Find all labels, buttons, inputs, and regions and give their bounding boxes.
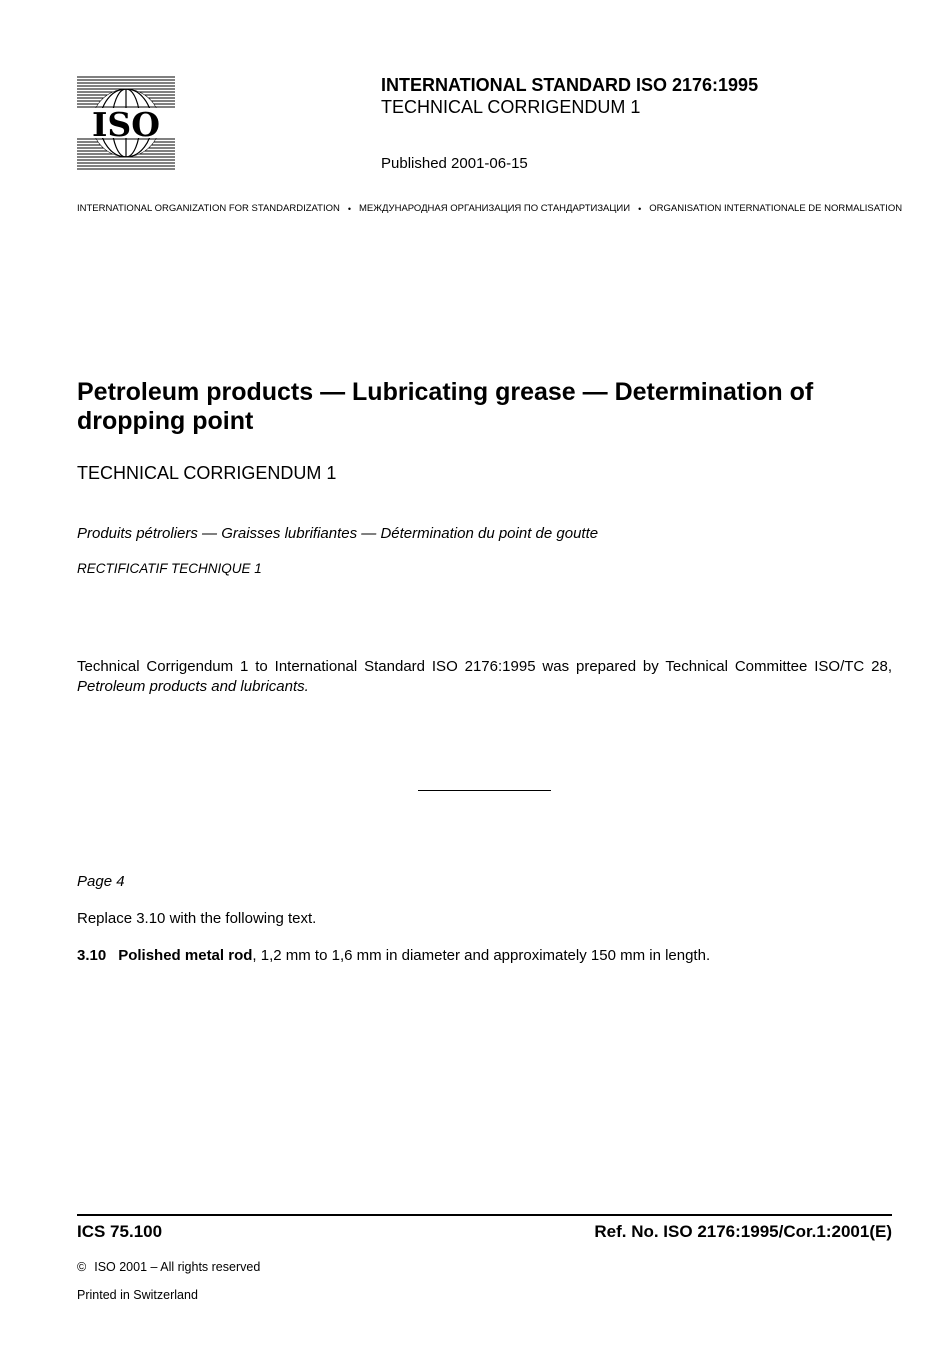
french-title: Produits pétroliers — Graisses lubrifiantes — Détermination du point de goutte (77, 525, 599, 542)
logo-lettering: ISO (91, 105, 161, 144)
clause-term: Polished metal rod (118, 947, 253, 964)
copyright-symbol: © (77, 1260, 87, 1274)
org-name-russian: МЕЖДУНАРОДНАЯ ОРГАНИЗАЦИЯ ПО СТАНДАРТИЗАЦИИ (359, 203, 631, 214)
intro-paragraph (77, 657, 892, 697)
standard-title: INTERNATIONAL STANDARD ISO 2176:1995 (381, 75, 759, 95)
ics-code: ICS 75.100 (77, 1222, 163, 1241)
standard-corrigendum: TECHNICAL CORRIGENDUM 1 (381, 97, 641, 117)
clause-3-10 (77, 947, 710, 965)
page-reference: Page 4 (77, 873, 125, 890)
footer-rule (77, 1214, 892, 1216)
intro-text: Technical Corrigendum 1 to International Standard ISO 2176:1995 was prepared by Technical Committee ISO/TC 28, (77, 658, 892, 675)
bullet-separator: • (347, 204, 351, 214)
french-corrigendum: RECTIFICATIF TECHNIQUE 1 (77, 561, 262, 576)
separator-rule (418, 790, 551, 791)
printed-location: Printed in Switzerland (77, 1288, 198, 1302)
org-name-english: INTERNATIONAL ORGANIZATION FOR STANDARDIZATION (77, 203, 340, 214)
published-date: Published 2001-06-15 (381, 155, 528, 172)
reference-number: Ref. No. ISO 2176:1995/Cor.1:2001(E) (594, 1222, 892, 1241)
clause-text: , 1,2 mm to 1,6 mm in diameter and approximately 150 mm in length. (252, 947, 711, 964)
copyright-text: ISO 2001 – All rights reserved (94, 1260, 261, 1274)
iso-logo (77, 76, 175, 170)
organization-line (77, 203, 903, 215)
title-corrigendum: TECHNICAL CORRIGENDUM 1 (77, 463, 337, 483)
org-name-french: ORGANISATION INTERNATIONALE DE NORMALISATION (649, 203, 903, 214)
document-title: Petroleum products — Lubricating grease — Determination of dropping point (77, 378, 814, 435)
replace-instruction: Replace 3.10 with the following text. (77, 910, 317, 927)
bullet-separator: • (638, 204, 642, 214)
clause-number: 3.10 (77, 947, 107, 964)
committee-name: Petroleum products and lubricants. (77, 678, 309, 695)
copyright-notice (77, 1260, 260, 1275)
